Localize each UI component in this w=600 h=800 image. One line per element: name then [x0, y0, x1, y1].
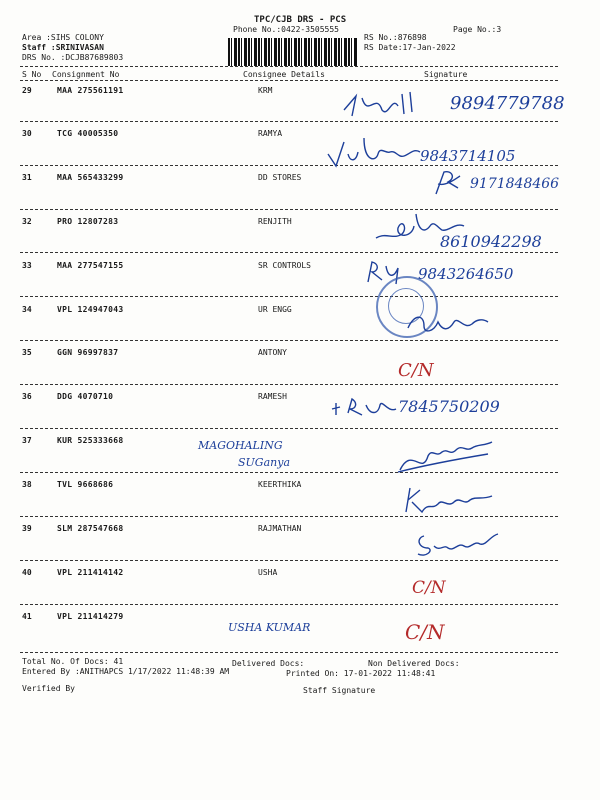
divider	[20, 252, 558, 253]
divider	[20, 340, 558, 341]
row-consignment: GGN 96997837	[57, 348, 119, 357]
signature-scribble	[404, 308, 494, 338]
document-title: TPC/CJB DRS - PCS	[254, 15, 347, 25]
cn-note: C/N	[398, 360, 434, 381]
divider	[20, 66, 558, 67]
signature-scribble	[402, 482, 502, 516]
handwritten-name: USHA KUMAR	[228, 621, 311, 634]
row-consignee: USHA	[258, 568, 278, 577]
row-sno: 39	[22, 524, 32, 533]
staff-signature: Staff Signature	[303, 686, 376, 695]
row-consignment: MAA 275561191	[57, 86, 124, 95]
row-sno: 37	[22, 436, 32, 445]
verified-by: Verified By	[22, 684, 75, 693]
handwritten-phone: 9843264650	[418, 265, 514, 283]
row-consignment: VPL 124947043	[57, 305, 124, 314]
row-consignment: DDG 4070710	[57, 392, 114, 401]
col-consignee: Consignee Details	[243, 70, 325, 79]
drs-number: DRS No. :DCJB87689803	[22, 53, 124, 62]
signature-scribble	[330, 395, 400, 421]
staff-label: Staff :SRINIVASAN	[22, 43, 104, 52]
row-sno: 31	[22, 173, 32, 182]
col-signature: Signature	[424, 70, 468, 79]
row-consignee: RENJITH	[258, 217, 292, 226]
cn-note: C/N	[405, 620, 445, 644]
handwritten-phone: 9171848466	[470, 176, 560, 192]
row-consignee: KRM	[258, 86, 273, 95]
row-consignment: KUR 525333668	[57, 436, 124, 445]
signature-scribble	[430, 166, 470, 200]
row-sno: 40	[22, 568, 32, 577]
row-consignment: VPL 211414142	[57, 568, 124, 577]
signature-scribble	[340, 88, 450, 122]
total-docs: Total No. Of Docs: 41	[22, 657, 124, 666]
row-consignment: TVL 9668686	[57, 480, 114, 489]
delivered-docs: Delivered Docs:	[232, 659, 305, 668]
row-consignment: VPL 211414279	[57, 612, 124, 621]
row-sno: 41	[22, 612, 32, 621]
col-sno: S No	[22, 70, 42, 79]
divider	[20, 384, 558, 385]
row-consignee: KEERTHIKA	[258, 480, 302, 489]
col-consignment: Consignment No	[52, 70, 120, 79]
divider	[20, 604, 558, 605]
row-consignment: MAA 277547155	[57, 261, 124, 270]
row-consignee: RAMYA	[258, 129, 283, 138]
divider	[20, 428, 558, 429]
entered-by: Entered By :ANITHAPCS 1/17/2022 11:48:39 AM	[22, 667, 230, 676]
row-sno: 35	[22, 348, 32, 357]
row-consignee: DD STORES	[258, 173, 302, 182]
non-delivered-docs: Non Delivered Docs:	[368, 659, 460, 668]
handwritten-name: SUGanya	[238, 456, 291, 469]
handwritten-phone: 8610942298	[440, 232, 542, 251]
phone-number: Phone No.:0422-3505555	[233, 25, 339, 34]
barcode	[228, 38, 358, 66]
handwritten-name: MAGOHALING	[198, 439, 283, 452]
divider	[20, 121, 558, 122]
row-consignee: SR CONTROLS	[258, 261, 311, 270]
divider	[20, 516, 558, 517]
signature-scribble	[414, 526, 504, 560]
handwritten-phone: 7845750209	[398, 397, 500, 416]
divider	[20, 80, 558, 81]
handwritten-phone: 9894779788	[450, 93, 565, 114]
row-consignment: SLM 287547668	[57, 524, 124, 533]
rs-date: RS Date:17-Jan-2022	[364, 43, 456, 52]
divider	[20, 296, 558, 297]
handwritten-phone: 9843714105	[420, 147, 516, 165]
row-sno: 32	[22, 217, 32, 226]
signature-scribble	[324, 132, 434, 172]
signature-scribble	[392, 436, 502, 476]
row-sno: 36	[22, 392, 32, 401]
row-sno: 30	[22, 129, 32, 138]
row-sno: 34	[22, 305, 32, 314]
row-consignee: RAMESH	[258, 392, 287, 401]
row-consignment: TCG 40005350	[57, 129, 119, 138]
row-sno: 29	[22, 86, 32, 95]
divider	[20, 165, 558, 166]
row-consignee: ANTONY	[258, 348, 287, 357]
cn-note: C/N	[412, 578, 446, 598]
row-consignment: PRO 12807283	[57, 217, 119, 226]
row-consignee: RAJMATHAN	[258, 524, 302, 533]
page-number: Page No.:3	[453, 25, 502, 34]
area-label: Area :SIHS COLONY	[22, 33, 104, 42]
divider	[20, 560, 558, 561]
rs-number: RS No.:876898	[364, 33, 427, 42]
row-consignment: MAA 565433299	[57, 173, 124, 182]
divider	[20, 652, 558, 653]
printed-on: Printed On: 17-01-2022 11:48:41	[286, 669, 436, 678]
row-consignee: UR ENGG	[258, 305, 292, 314]
row-sno: 38	[22, 480, 32, 489]
row-sno: 33	[22, 261, 32, 270]
